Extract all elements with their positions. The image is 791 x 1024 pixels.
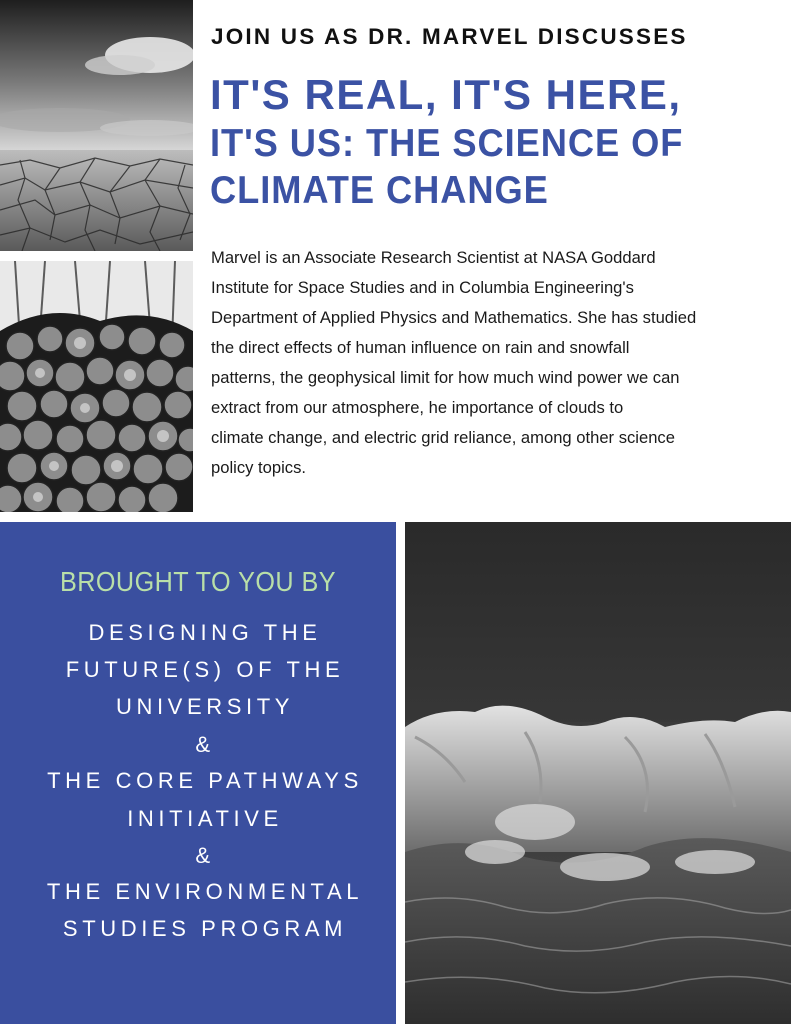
bio-line: policy topics. [211, 458, 306, 477]
ice-waves-photo [405, 522, 791, 1024]
bio-line: patterns, the geophysical limit for how much wind power we can [211, 368, 680, 387]
bio-line: Department of Applied Physics and Mathematics. She has studied [211, 308, 697, 327]
title-line-3: CLIMATE CHANGE [210, 169, 549, 212]
speaker-bio [211, 243, 786, 483]
title-line-2: IT'S US: THE SCIENCE OF [210, 122, 684, 165]
event-kicker: JOIN US AS DR. MARVEL DISCUSSES [211, 24, 688, 49]
sponsor-line: THE ENVIRONMENTAL [46, 879, 364, 904]
sponsor-line: & [195, 732, 215, 757]
bio-line: extract from our atmosphere, he importance of clouds to [211, 398, 624, 417]
sponsor-line: STUDIES PROGRAM [62, 916, 348, 941]
sponsor-line: DESIGNING THE [88, 620, 322, 645]
bio-line: Institute for Space Studies and in Columbia Engineering's [211, 278, 634, 297]
sponsor-line: FUTURE(S) OF THE [65, 657, 345, 682]
cracked-earth-photo [0, 0, 193, 251]
sponsor-line: & [195, 843, 215, 868]
bio-line: climate change, and electric grid reliance, among other science [211, 428, 675, 447]
sponsor-heading: BROUGHT TO YOU BY [59, 566, 337, 597]
sponsor-line: UNIVERSITY [115, 694, 295, 719]
bio-line: Marvel is an Associate Research Scientist at NASA Goddard [211, 248, 656, 267]
bio-line: the direct effects of human influence on rain and snowfall [211, 338, 630, 357]
title-line-1: IT'S REAL, IT'S HERE, [210, 71, 682, 118]
sponsor-line: THE CORE PATHWAYS [47, 768, 363, 793]
stacked-logs-photo [0, 261, 193, 512]
event-title [210, 70, 785, 214]
sponsor-line: INITIATIVE [127, 806, 283, 831]
